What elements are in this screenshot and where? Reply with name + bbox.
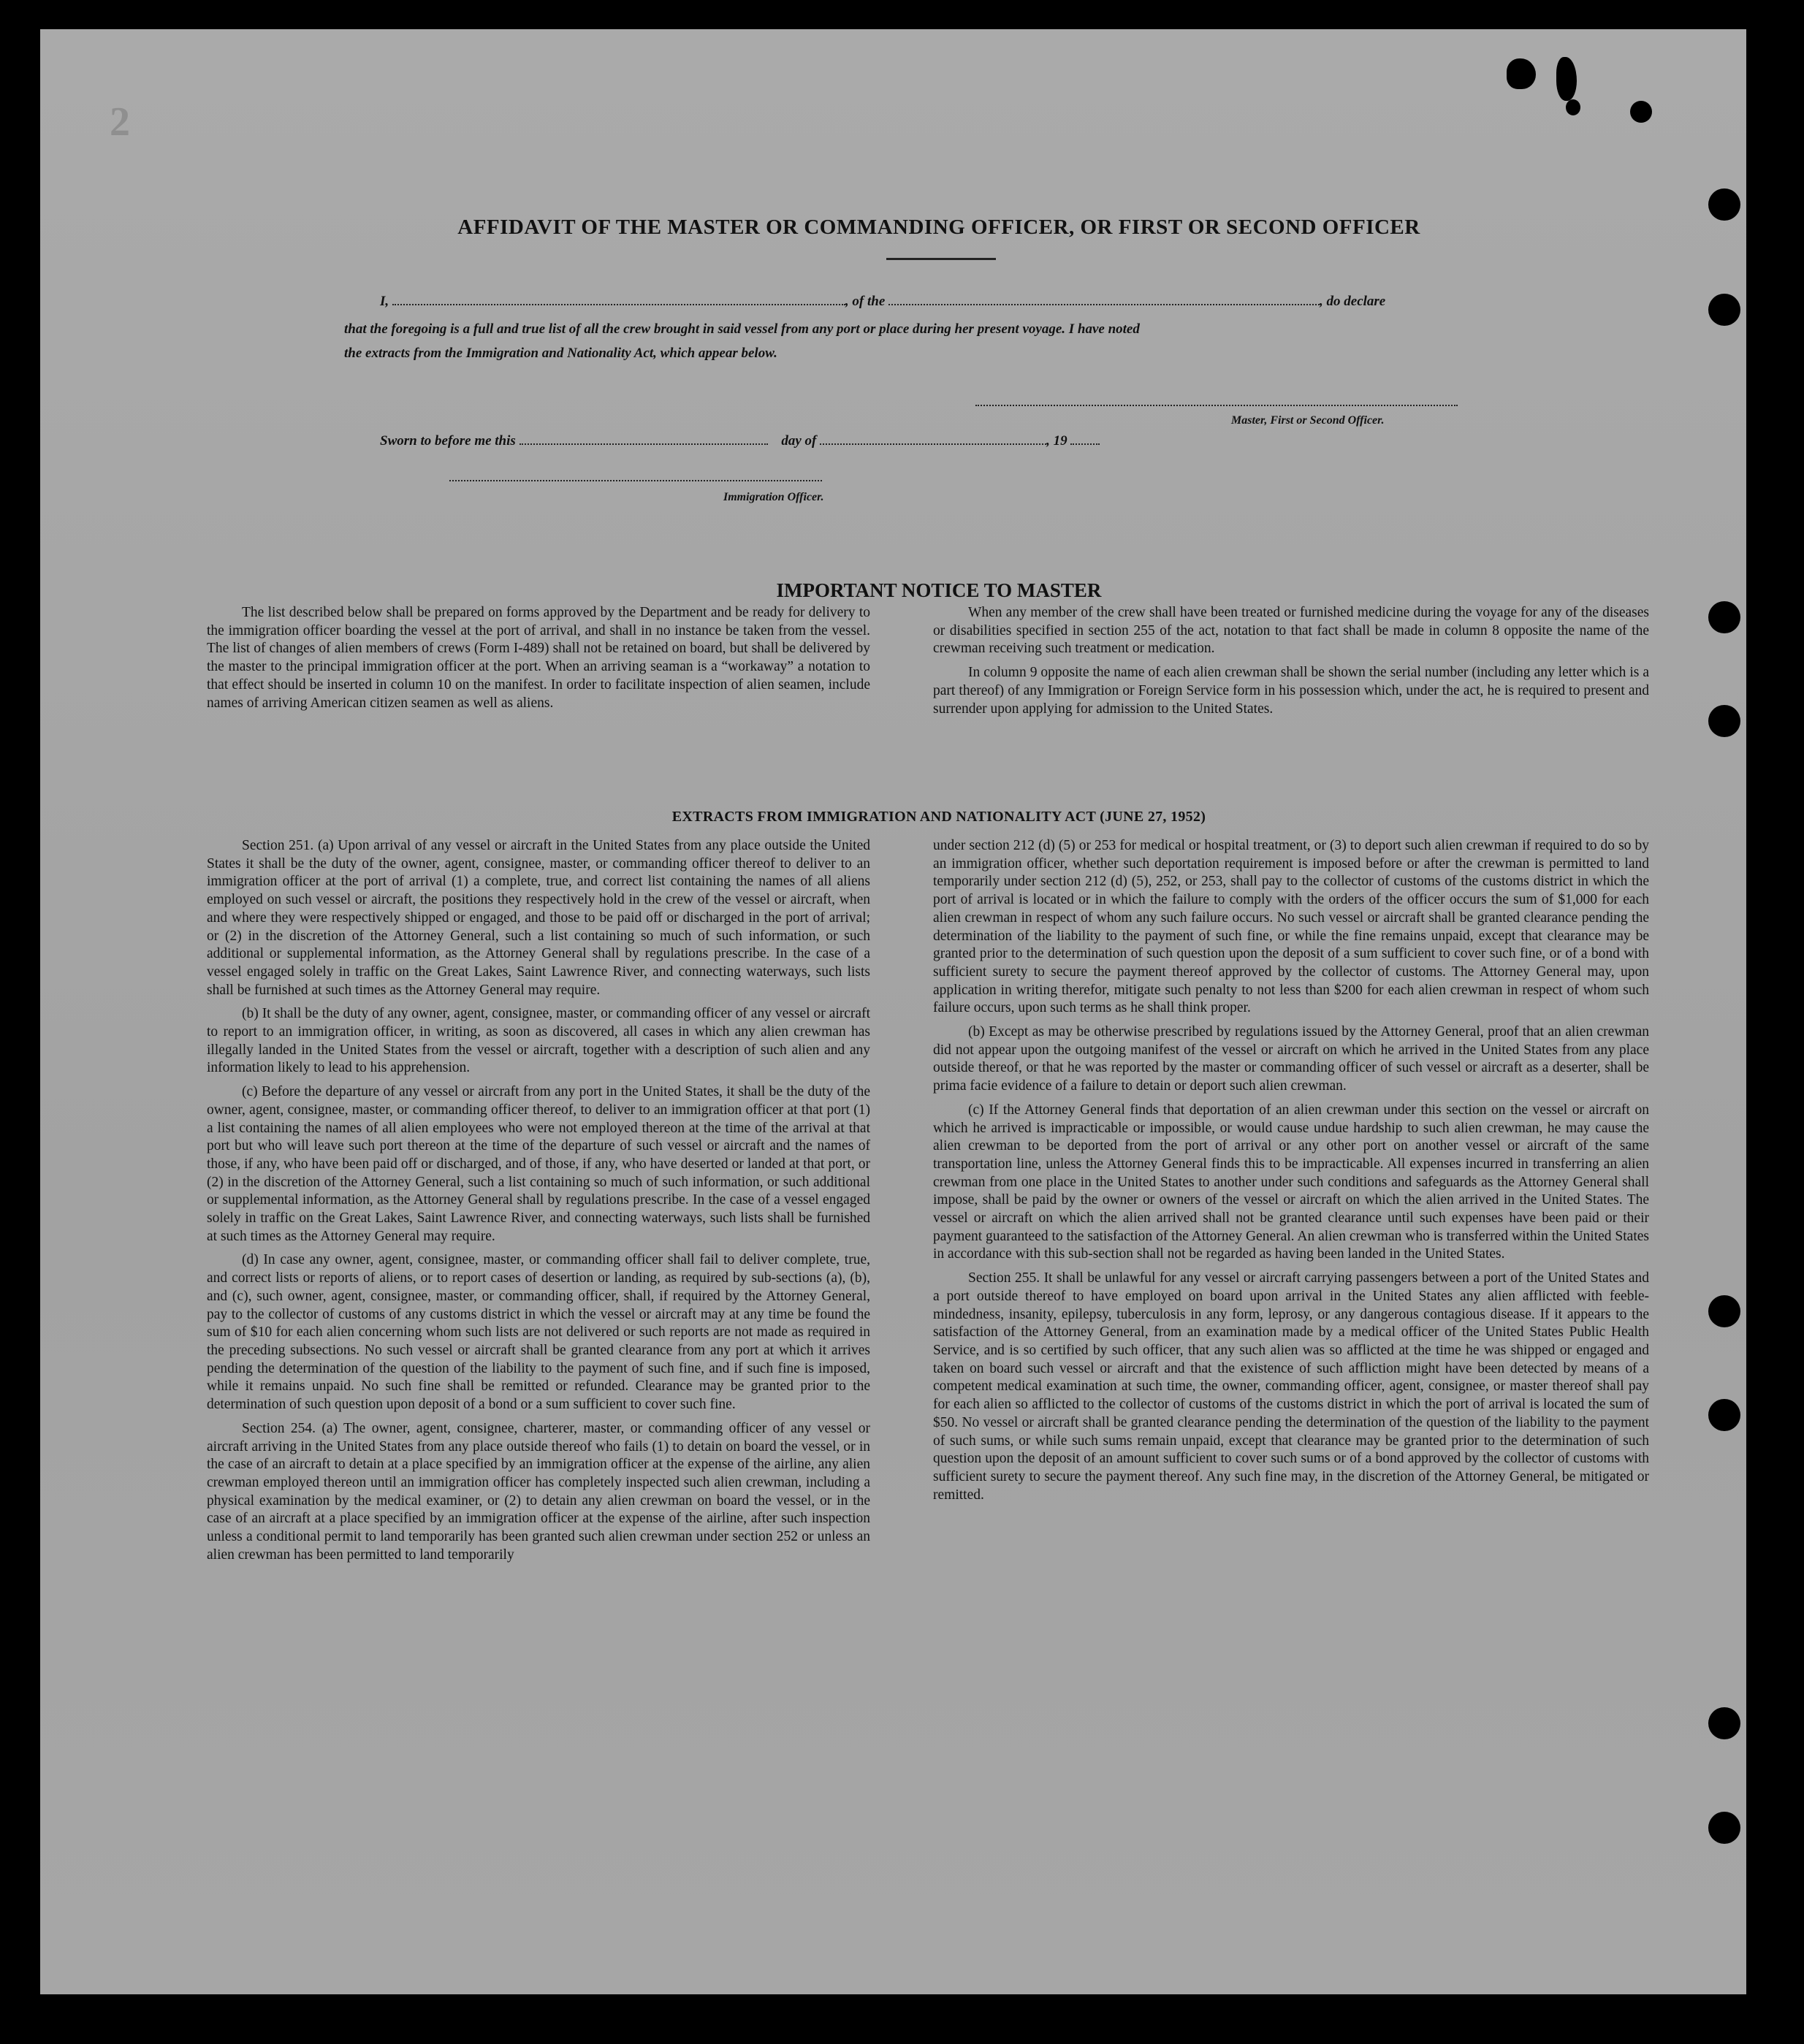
section-255-paragraph: Section 255. It shall be unlawful for any vessel or aircraft carrying passengers between a port of the United States and a port outside thereof to have employed on board upon arrival in the United States any alien afflicted with feeble-mindedness, insanity, epilepsy, tuberculosis in any form, leprosy, or any dangerous contagious disease. If it appears to the satisfaction of the Attorney General, from an examination made by a medical officer of the United States Public Health Service, and is so certified by such officer, that any such alien was so afflicted at the time he was shipped or engaged and taken on board such vessel or aircraft and that the existence of such affliction might have been detected by means of a competent medical examination at such time, the owner, commanding officer, agent, consignee, or master thereof shall pay for each alien so afflicted to the collector of customs of the customs district in which the port of arrival is located the sum of $50. No vessel or aircraft shall be granted clearance pending the determination of the question of the liability to the payment of such sums, or while such sums remain unpaid, except that clearance may be granted prior to the determination of such question upon the deposit of an amount sufficient to cover such sums or of a bond approved by the collector of customs with sufficient surety to secure the payment thereof. Any such fine may, in the discretion of the Attorney General, be mitigated or remitted.: [933, 1270, 1649, 1503]
declaration-i-label: I,: [380, 294, 389, 309]
notice-paragraph: The list described below shall be prepared on forms approved by the Department and be ready for delivery to the immigration officer boarding the vessel at the port of arrival, and shall in no instance be taken from the vessel. The list of changes of alien members of crews (Form I-489) shall not be retained on board, but shall be delivered by the master to the principal immigration officer at the port. When an arriving seaman is a “workaway” a notation to that effect should be inserted in column 10 on the manifest. In order to facilitate inspection of alien seamen, include names of arriving American citizen seamen as well as aliens.: [207, 605, 870, 711]
punch-hole: [1708, 294, 1740, 326]
declaration-line-3: the extracts from the Immigration and Nationality Act, which appear below.: [344, 346, 777, 361]
declaration-line-2: that the foregoing is a full and true list of all the crew brought in said vessel from any port or place during her present voyage. I have noted: [344, 321, 1140, 337]
title-rule: [886, 258, 996, 260]
day-of-label: day of: [781, 433, 817, 449]
ink-blot: [1630, 101, 1652, 123]
punch-hole: [1708, 1295, 1740, 1327]
year-label: , 19: [1046, 433, 1067, 449]
punch-hole: [1708, 1707, 1740, 1739]
section-254c-paragraph: (c) If the Attorney General finds that deportation of an alien crewman under this section on the vessel or aircraft on which he arrived is impracticable or impossible, or would cause undue hardship to such alien crewman, he may cause the alien crewman to be deported from the port of arrival or any other port on another vessel or aircraft of the same transportation line, unless the Attorney General finds this to be impracticable. All expenses incurred in transferring an alien crewman from one place in the United States to another under such conditions and safeguards as the Attorney General shall impose, shall be paid by the owner or owners of the vessel or aircraft on which the alien arrived in the United States. The vessel or aircraft on which the alien arrived shall not be granted clearance until such expenses have been paid or their payment guaranteed to the satisfaction of the Attorney General. An alien crewman who is transferred within the United States in accordance with this sub-section shall not be regarded as having been landed in the United States.: [933, 1102, 1649, 1262]
bleed-through-mark: 2: [110, 99, 130, 145]
vessel-name-field[interactable]: [888, 294, 1320, 305]
punch-hole: [1708, 188, 1740, 221]
sworn-month-field[interactable]: [820, 433, 1046, 445]
sworn-line: [380, 433, 1100, 449]
sworn-label: Sworn to before me this: [380, 433, 516, 449]
notice-right-column: [933, 604, 1649, 718]
notice-title: IMPORTANT NOTICE TO MASTER: [776, 579, 1102, 601]
punch-hole: [1708, 601, 1740, 633]
section-251a-paragraph: Section 251. (a) Upon arrival of any vessel or aircraft in the United States from any place outside the United States it shall be the duty of the owner, agent, consignee, master, or commanding officer thereof to deliver to an immigration officer at the port of arrival (1) a complete, true, and correct list containing the names of all aliens employed on such vessel or aircraft, the positions they respectively hold in the crew of the vessel or aircraft, when and where they were respectively shipped or engaged, and those to be paid off or discharged in the port of arrival; or (2) in the discretion of the Attorney General, such a list containing so much of such information, or such additional or supplemental information, as the Attorney General shall by regulations prescribe. In the case of a vessel engaged solely in traffic on the Great Lakes, Saint Lawrence River, and connecting waterways, such lists shall be furnished at such times as the Attorney General may require.: [207, 838, 870, 998]
do-declare-label: , do declare: [1320, 294, 1386, 309]
master-caption: Master, First or Second Officer.: [1231, 414, 1385, 427]
ink-blot: [1566, 99, 1580, 115]
extracts-right-column: [933, 837, 1649, 1504]
section-251c-paragraph: (c) Before the departure of any vessel or aircraft from any port in the United States, it shall be the duty of the owner, agent, consignee, master, or commanding officer thereof, to deliver to an immigration officer at that port (1) a list containing the names of all alien employees who were not employed thereon at the time of the arrival at that port but who will leave such port thereon at the time of the departure of such vessel or aircraft and the names of those, if any, who have been paid off or discharged, and of those, if any, who have deserted or landed at that port, or (2) in the discretion of the Attorney General, such a list containing so much of such information, or such additional or supplemental information, as the Attorney General shall by regulations prescribe. In the case of a vessel engaged solely in traffic on the Great Lakes, Saint Lawrence River, and connecting waterways, such lists shall be furnished at such times as the Attorney General may require.: [207, 1084, 870, 1244]
section-254b-paragraph: (b) Except as may be otherwise prescribed by regulations issued by the Attorney General, proof that an alien crewman did not appear upon the outgoing manifest of the vessel or aircraft on which he arrived in the United States from any place outside thereof, or that he was reported by the master or commanding officer of such vessel or aircraft as a deserter, shall be prima facie evidence of a failure to detain or deport such alien crewman.: [933, 1024, 1649, 1094]
declarant-name-field[interactable]: [392, 294, 845, 305]
notice-paragraph: When any member of the crew shall have been treated or furnished medicine during the voyage for any of the diseases or disabilities specified in section 255 of the act, notation to that fact shall be made in column 8 opposite the name of the crewman receiving such treatment or medication.: [933, 605, 1649, 657]
notice-left-column: [207, 604, 870, 712]
punch-hole: [1708, 705, 1740, 737]
section-251d-paragraph: (d) In case any owner, agent, consignee, master, or commanding officer shall fail to deliver complete, true, and correct lists or reports of aliens, or to report cases of desertion or landing, as required by sub-sections (a), (b), and (c), such owner, agent, consignee, master, or commanding officer, shall, if required by the Attorney General, pay to the collector of customs of any customs district in which the vessel or aircraft may at any time be found the sum of $10 for each alien concerning whom such lists are not delivered or such reports are not made as required in the preceding subsections. No such vessel or aircraft shall be granted clearance from any port at which it arrives pending the determination of the question of the liability to the payment of such fine, and if such fine is imposed, while it remains unpaid. No such fine shall be remitted or refunded. Clearance may be granted prior to the determination of such question upon deposit of a bond or a sum sufficient to cover such fine.: [207, 1252, 870, 1413]
of-the-label: , of the: [845, 294, 886, 309]
master-signature-field[interactable]: [975, 394, 1458, 411]
section-251b-paragraph: (b) It shall be the duty of any owner, agent, consignee, master, or commanding officer of any vessel or aircraft to report to an immigration officer, in writing, as soon as discovered, all cases in which any alien crewman has illegally landed in the United States from the vessel or aircraft, together with a description of such alien and any information likely to lead to his apprehension.: [207, 1006, 870, 1076]
punch-hole: [1708, 1399, 1740, 1431]
sworn-day-field[interactable]: [519, 433, 768, 445]
extracts-title: EXTRACTS FROM IMMIGRATION AND NATIONALITY ACT (JUNE 27, 1952): [671, 809, 1206, 825]
document-page: [40, 29, 1746, 1994]
officer-caption: Immigration Officer.: [723, 491, 824, 503]
ink-blot: [1507, 58, 1536, 89]
ink-blot: [1556, 57, 1577, 101]
punch-hole: [1708, 1812, 1740, 1844]
sworn-year-field[interactable]: [1070, 433, 1100, 445]
extracts-left-column: [207, 837, 870, 1564]
section-254a-paragraph: Section 254. (a) The owner, agent, consignee, charterer, master, or commanding officer of any vessel or aircraft arriving in the United States from any place outside thereof who fails (1) to detain on board the vessel, or in the case of an aircraft to detain at a place specified by an immigration officer at the expense of the airline, any alien crewman employed thereon until an immigration officer has completely inspected such alien crewman, including a physical examination by the medical examiner, or (2) to detain any alien crewman on board the vessel, or in the case of an aircraft at a place specified by an immigration officer at the expense of the airline, after such inspection unless a conditional permit to land temporarily has been granted such alien crewman under section 252 or unless an alien crewman has been permitted to land temporarily: [207, 1420, 870, 1563]
notice-paragraph: In column 9 opposite the name of each alien crewman shall be shown the serial number (including any letter which is a part thereof) of any Immigration or Foreign Service form in his possession which, under the act, he is required to present and surrender upon applying for admission to the United States.: [933, 665, 1649, 717]
declaration-line-1: [380, 294, 1385, 310]
affidavit-title: AFFIDAVIT OF THE MASTER OR COMMANDING OFFICER, OR FIRST OR SECOND OFFICER: [457, 216, 1420, 239]
immigration-officer-signature-field[interactable]: [449, 470, 822, 486]
section-254a-continued: under section 212 (d) (5) or 253 for medical or hospital treatment, or (3) to deport such alien crewman if required to do so by an immigration officer, whether such deportation requirement is imposed before or after the crewman is permitted to land temporarily under section 212 (d) (5), 252, or 253, shall pay to the collector of customs of the customs district in which the port of arrival is located or in which the failure to comply with the orders of the officer occurs the sum of $1,000 for each alien crewman in respect of whom any such failure occurs. No such vessel or aircraft shall be granted clearance pending the determination of the liability to the payment of such fine, or while the fine remains unpaid, except that clearance may be granted prior to the determination of such question upon the deposit of a sum sufficient to cover such fine, or of a bond with sufficient surety to secure the payment thereof approved by the collector of customs. The Attorney General may, upon application in writing therefor, mitigate such penalty to not less than $200 for each alien crewman in respect of whom such failure occurs, upon such terms as he shall think proper.: [933, 838, 1649, 1016]
